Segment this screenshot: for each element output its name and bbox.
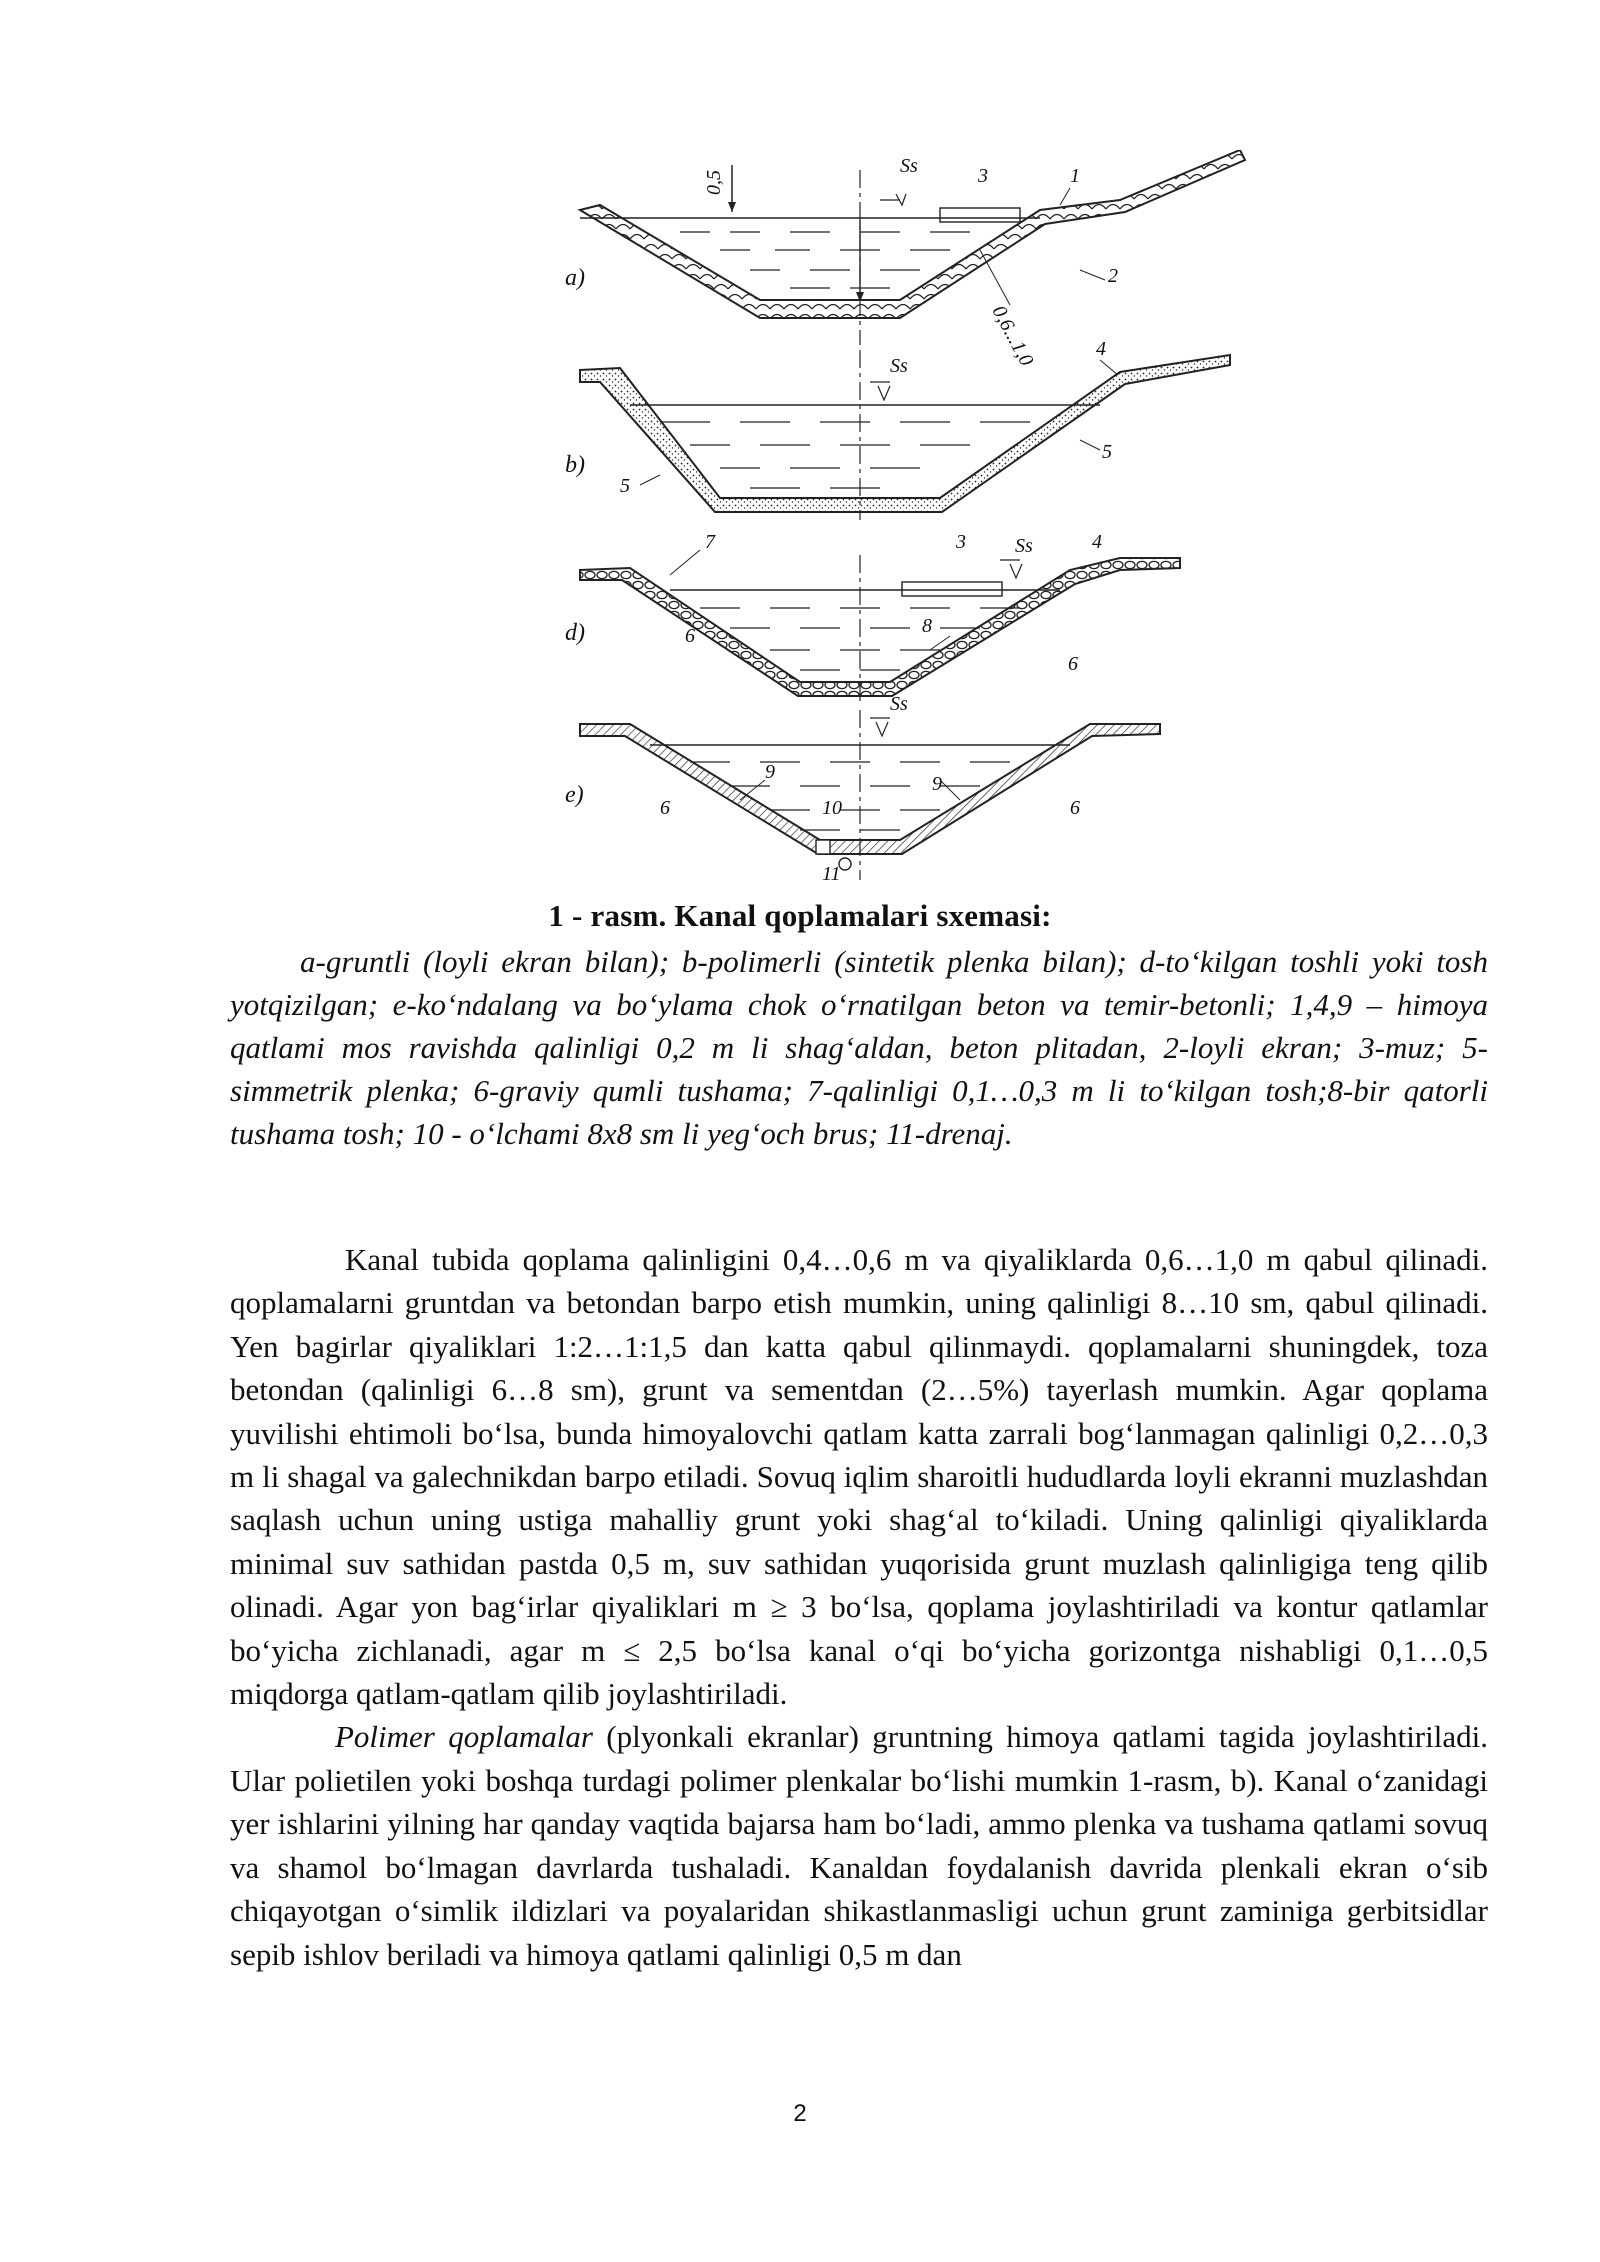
italic-term: Polimer qoplamalar [335, 1719, 593, 1755]
callout-label: 9 [765, 761, 775, 783]
body-text [230, 1238, 1488, 1976]
canal-diagram [560, 150, 1280, 880]
caption-text: a-gruntli (loyli ekran bilan); b-polimerli (sintetik plenka bilan); d-to‘kilgan toshli yoki tosh yotqizilgan; e-ko‘ndalang va bo‘ylama chok o‘rnatilgan beton va temir-betonli; 1,4,9 – himoya qatlami mos ravishda qalinligi 0,2 m li shag‘aldan, beton plitadan, 2-loyli ekran; 3-muz; 5-simmetrik plenka; 6-graviy qumli tushama; 7-qalinligi 0,1…0,3 m li to‘kilgan tosh;8-bir qatorli tushama tosh; 10 - o‘lchami 8x8 sm li yeg‘och brus; 11-drenaj. [230, 944, 1488, 1151]
page-number: 2 [793, 2100, 807, 2127]
callout-label: 6 [660, 797, 670, 819]
callout-label: 6 [1068, 653, 1078, 675]
callout-label: 7 [705, 531, 715, 553]
panel-label: d) [565, 620, 585, 646]
callout-label: 11 [822, 863, 841, 880]
figure-caption-title: 1 - rasm. Kanal qoplamalari sxemasi: [548, 898, 1052, 933]
callout-label: 5 [1102, 441, 1112, 463]
callout-label: Ss [890, 355, 908, 377]
panel-d [565, 531, 1180, 706]
callout-label: 10 [822, 797, 842, 819]
callout-label: Ss [890, 693, 908, 715]
callout-label: 5 [620, 475, 630, 497]
callout-label: 2 [1108, 265, 1118, 287]
callout-label: 3 [956, 531, 966, 553]
callout-label: 0,5 [703, 170, 725, 195]
callout-label: 1 [1070, 165, 1080, 187]
callout-label: 3 [978, 165, 988, 187]
panel-a [565, 150, 1245, 370]
paragraph-text: (plyonkali ekranlar) gruntning himoya qatlami tagida joylashtiriladi. Ular polietilen yoki boshqa turdagi polimer plenkalar bo‘lishi mumkin 1-rasm, b). Kanal o‘zanidagi yer ishlarini yilning har qanday vaqtida bajarsa ham bo‘ladi, ammo plenka va tushama qatlami sovuq va shamol bo‘lmagan davrlarda tushaladi. Kanaldan foydalanish davrida plenkali ekran o‘sib chiqayotgan o‘simlik ildizlari va poyalaridan shikastlanmasligi uchun grunt zaminiga gerbitsidlar sepib ishlov beriladi va himoya qatlami qalinligi 0,5 m dan [230, 1719, 1488, 1972]
callout-label: 4 [1096, 338, 1106, 360]
paragraph [230, 1715, 1488, 1975]
callout-label: Ss [900, 155, 918, 177]
callout-label: 8 [922, 615, 932, 637]
panel-label: a) [565, 265, 585, 291]
callout-label: 0,6...1,0 [987, 302, 1038, 370]
paragraph: Kanal tubida qoplama qalinligini 0,4…0,6 m va qiyaliklarda 0,6…1,0 m qabul qilinadi. qoplamalarni gruntdan va betondan barpo etish mumkin, uning qalinligi 8…10 sm, qabul qilinadi. Yen bagirlar qiyaliklari 1:2…1:1,5 dan katta qabul qilinmaydi. qoplamalarni shuningdek, toza betondan (qalinligi 6…8 sm), grunt va sementdan (2…5%) tayerlash mumkin. Agar qoplama yuvilishi ehtimoli bo‘lsa, bunda himoyalovchi qatlam katta zarrali bog‘lanmagan qalinligi 0,2…0,3 m li shagal va galechnikdan barpo etiladi. Sovuq iqlim sharoitli hududlarda loyli ekranni muzlashdan saqlash uchun uning ustiga mahalliy grunt yoki shag‘al to‘kiladi. Uning qalinligi qiyaliklarda minimal suv sathidan pastda 0,5 m, suv sathidan yuqorisida grunt muzlash qalinligiga teng qilib olinadi. Agar yon bag‘irlar qiyaliklari m ≥ 3 bo‘lsa, qoplama joylashtiriladi va kontur qatlamlar bo‘yicha zichlanadi, agar m ≤ 2,5 bo‘lsa kanal o‘qi bo‘yicha gorizontga nishabligi 0,1…0,5 miqdorga qatlam-qatlam qilib joylashtiriladi. [230, 1242, 1488, 1712]
canal-lining-figure [560, 150, 1280, 880]
callout-label: 9 [932, 773, 942, 795]
panel-label: e) [565, 782, 584, 808]
callout-label: 6 [1070, 797, 1080, 819]
callout-label: 6 [685, 625, 695, 647]
panel-e [565, 693, 1160, 880]
panel-b [565, 338, 1230, 520]
callout-label: Ss [1015, 535, 1033, 557]
figure-caption-body [230, 940, 1488, 1155]
panel-label: b) [565, 452, 585, 478]
callout-label: 4 [1092, 531, 1102, 553]
